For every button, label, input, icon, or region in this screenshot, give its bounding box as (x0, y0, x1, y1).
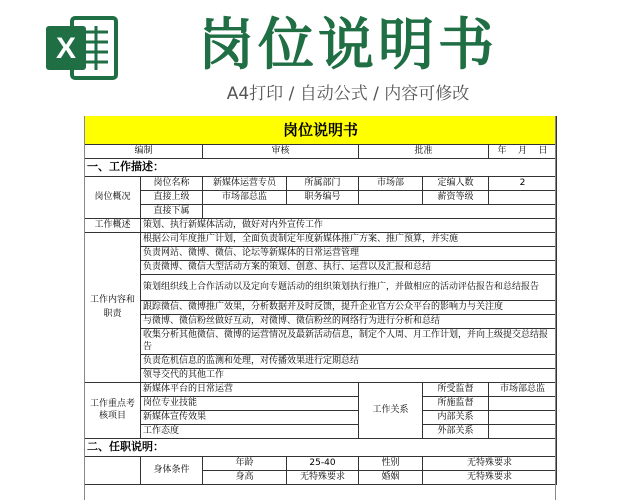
relation-value[interactable] (489, 396, 557, 410)
section-1-title: 一、工作描述： (85, 158, 557, 176)
focus-row (85, 382, 557, 396)
dept-value[interactable]: 市场部 (359, 176, 423, 190)
prepared-label: 编制 (85, 144, 203, 158)
qualification-row-1 (85, 456, 557, 470)
focus-item[interactable]: 工作态度 (141, 424, 359, 438)
duty-item[interactable]: 领导交代的其他工作 (141, 368, 557, 382)
duty-item[interactable]: 负责危机信息的监测和处理，对传播效果进行定期总结 (141, 354, 557, 368)
summary-row (85, 218, 557, 232)
position-name-label: 岗位名称 (141, 176, 203, 190)
date-cell: 年 月 日 (489, 144, 557, 158)
focus-row (85, 396, 557, 410)
subordinate-label: 直接下属 (141, 204, 203, 218)
salary-label: 薪资等级 (423, 190, 489, 204)
banner (0, 0, 640, 112)
relation-value[interactable]: 市场部总监 (489, 382, 557, 396)
superior-value[interactable]: 市场部总监 (203, 190, 287, 204)
gender-label: 性别 (359, 456, 423, 470)
age-value[interactable]: 25-40 (287, 456, 359, 470)
height-label: 身高 (203, 470, 287, 484)
page-subtitle: A4打印 / 自动公式 / 内容可修改 (226, 84, 470, 104)
duty-item[interactable]: 与微博、微信粉丝做好互动，对微博、微信粉丝的网络行为进行分析和总结 (141, 314, 557, 328)
headcount-label: 定编人数 (423, 176, 489, 190)
approved-label: 批准 (359, 144, 489, 158)
overview-row-2 (85, 190, 557, 204)
duty-row (85, 232, 557, 246)
excel-icon (42, 14, 120, 82)
job-description-table (84, 116, 557, 485)
subordinate-value[interactable] (203, 204, 557, 218)
gender-value[interactable]: 无特殊要求 (423, 456, 557, 470)
relation-value[interactable] (489, 410, 557, 424)
focus-item[interactable]: 新媒体平台的日常运营 (141, 382, 359, 396)
relation-key: 所受监督 (423, 382, 489, 396)
svg-text:X: X (55, 32, 77, 65)
height-value[interactable]: 无特殊要求 (287, 470, 359, 484)
section-2-title: 二、任职说明： (85, 438, 557, 456)
code-label: 职务编号 (287, 190, 359, 204)
sheet-left-edge (84, 116, 85, 500)
salary-value[interactable] (489, 190, 557, 204)
header-row (85, 144, 557, 158)
relation-key: 外部关系 (423, 424, 489, 438)
overview-row-3 (85, 204, 557, 218)
section-2-row (85, 438, 557, 456)
summary-label: 工作概述 (85, 218, 141, 232)
focus-label: 工作重点考核项目 (85, 382, 141, 438)
duty-item[interactable]: 收集分析其他微信、微博的运营情况及最新活动信息，制定个人周、月工作计划，并向上级提交总结报告 (141, 328, 557, 354)
focus-row (85, 424, 557, 438)
relation-key: 所施监督 (423, 396, 489, 410)
focus-row (85, 410, 557, 424)
focus-item[interactable]: 岗位专业技能 (141, 396, 359, 410)
headcount-value[interactable]: 2 (489, 176, 557, 190)
dept-label: 所属部门 (287, 176, 359, 190)
duty-item[interactable]: 负责网站、微博、微信、论坛等新媒体的日常运营管理 (141, 246, 557, 260)
duty-item[interactable]: 策划组织线上合作活动以及定向专题活动的组织策划执行推广，并做相应的活动评估报告和总结报告 (141, 274, 557, 300)
duty-row (85, 260, 557, 274)
marital-value[interactable]: 无特殊要求 (423, 470, 557, 484)
duties-label: 工作内容和职责 (85, 232, 141, 382)
duty-row (85, 314, 557, 328)
age-label: 年龄 (203, 456, 287, 470)
duty-row (85, 246, 557, 260)
duty-item[interactable]: 跟踪微信、微博推广效果，分析数据并及时反馈，提升企业官方公众平台的影响力与关注度 (141, 300, 557, 314)
focus-item[interactable]: 新媒体宣传效果 (141, 410, 359, 424)
marital-label: 婚姻 (359, 470, 423, 484)
reviewed-label: 审核 (203, 144, 359, 158)
body-condition-label: 身体条件 (141, 456, 203, 484)
section-1-row (85, 158, 557, 176)
duty-row (85, 328, 557, 354)
relations-label: 工作关系 (359, 382, 423, 438)
overview-row-1 (85, 176, 557, 190)
superior-label: 直接上级 (141, 190, 203, 204)
position-name-value[interactable]: 新媒体运营专员 (203, 176, 287, 190)
sheet-right-edge (555, 116, 556, 500)
duty-row (85, 368, 557, 382)
relation-key: 内部关系 (423, 410, 489, 424)
duty-row (85, 274, 557, 300)
page-title: 岗位说明书 (198, 13, 498, 78)
duty-item[interactable]: 负责微博、微信大型活动方案的策划、创意、执行、运营以及汇报和总结 (141, 260, 557, 274)
sheet-title-row (85, 116, 557, 144)
relation-value[interactable] (489, 424, 557, 438)
spreadsheet-preview (84, 116, 556, 500)
summary-text[interactable]: 策划、执行新媒体活动，做好对内外宣传工作 (141, 218, 557, 232)
duty-row (85, 354, 557, 368)
duty-row (85, 300, 557, 314)
code-value[interactable] (359, 190, 423, 204)
sheet-title: 岗位说明书 (85, 116, 557, 144)
overview-label: 岗位概况 (85, 176, 141, 218)
duty-item[interactable]: 根据公司年度推广计划，全面负责制定年度新媒体推广方案、推广预算，并实施 (141, 232, 557, 246)
